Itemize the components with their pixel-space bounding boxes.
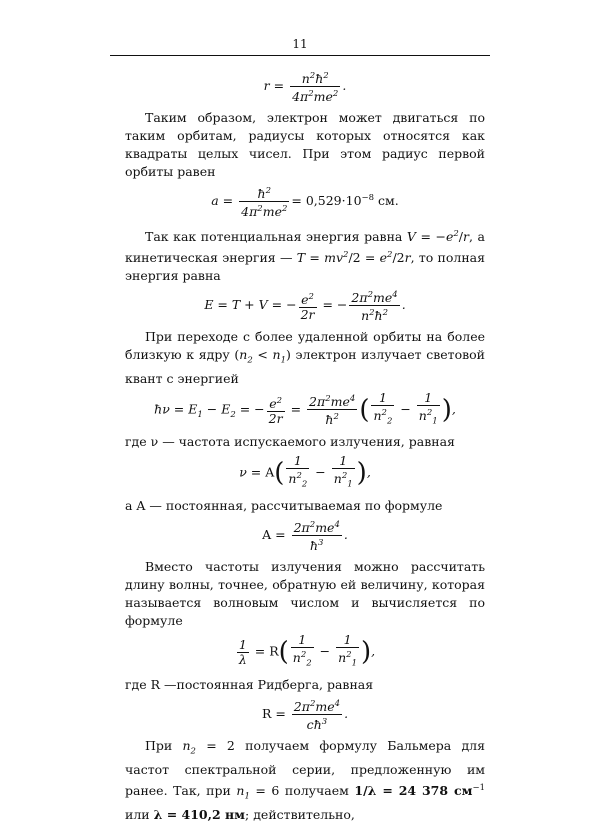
page-number: 11 [292, 37, 308, 51]
header-rule [110, 55, 490, 56]
formula-constant-a: A = $\frac{2\pi^2me^4}{ħ^3}$ . [262, 520, 348, 554]
paragraph-wavenumber: Вместо частоты излучения можно рассчитать длину волны, точнее, обратную ей величину, которая называется волновым числом и вычисляется по формуле [125, 559, 485, 629]
formula-total-energy: E = T + V = − $\frac{e^2}{2r}$ = − $\frac{2\pi^2me^4}{n^2ħ^2}$ . [204, 289, 406, 324]
formula-radius-general: r = $\frac{n^2ħ^2}{4\pi^2me^2}$ . [263, 71, 347, 105]
paragraph-balmer: При $n_2 = 2$ получаем формулу Бальмера для частот спектральной серии, предложенную им ранее. Так, при $n_1 = 6$ получаем 1/λ = 24 378 $см^{-1}$ или λ = 410,2 нм; действительно, [125, 738, 485, 822]
formula-wavenumber: $\frac{1}{\lambda}$ = R( $\frac{1}{n^2_2}$ − $\frac{1}{n^2_1}$ ), [238, 632, 376, 670]
paragraph-transition: При переходе с более удаленной орбиты на более близкую к ядру $(n_2 < n_1)$ электрон излучает световой квант с энергией [125, 329, 485, 386]
paragraph-energy: Так как потенциальная энергия равна $V = -e^2/r$, а кинетическая энергия — $T = mv^2/2 = e^2/2r$, то полная энергия равна [125, 228, 486, 283]
page-body [125, 66, 485, 824]
formula-first-orbit: a = $\frac{ħ^2}{4\pi^2me^2}$ = $0,529\cdot 10^{-8}$ см. [211, 186, 399, 220]
formula-frequency: ν = A( $\frac{1}{n^2_2}$ − $\frac{1}{n^2_1}$ ), [239, 453, 371, 491]
paragraph-frequency: где ν — частота испускаемого излучения, равная [125, 434, 455, 450]
formula-rydberg: R = $\frac{2\pi^2me^4}{cħ^3}$ . [261, 699, 349, 733]
paragraph-constant-a: а A — постоянная, рассчитываемая по формуле [125, 498, 443, 514]
paragraph-orbits: Таким образом, электрон может двигаться по таким орбитам, радиусы которых относятся как квадраты целых чисел. При этом радиус первой орбиты равен [125, 110, 485, 180]
paragraph-rydberg: где R —постоянная Ридберга, равная [125, 677, 374, 693]
formula-quantum-energy: ħν = $E_1 - E_2$ = − $\frac{e^2}{2r}$ = $\frac{2\pi^2me^4}{ħ^2}$ ( $\frac{1}{n^2_2}$ − $\frac{1}{n^2_1}$ ), [154, 389, 456, 428]
